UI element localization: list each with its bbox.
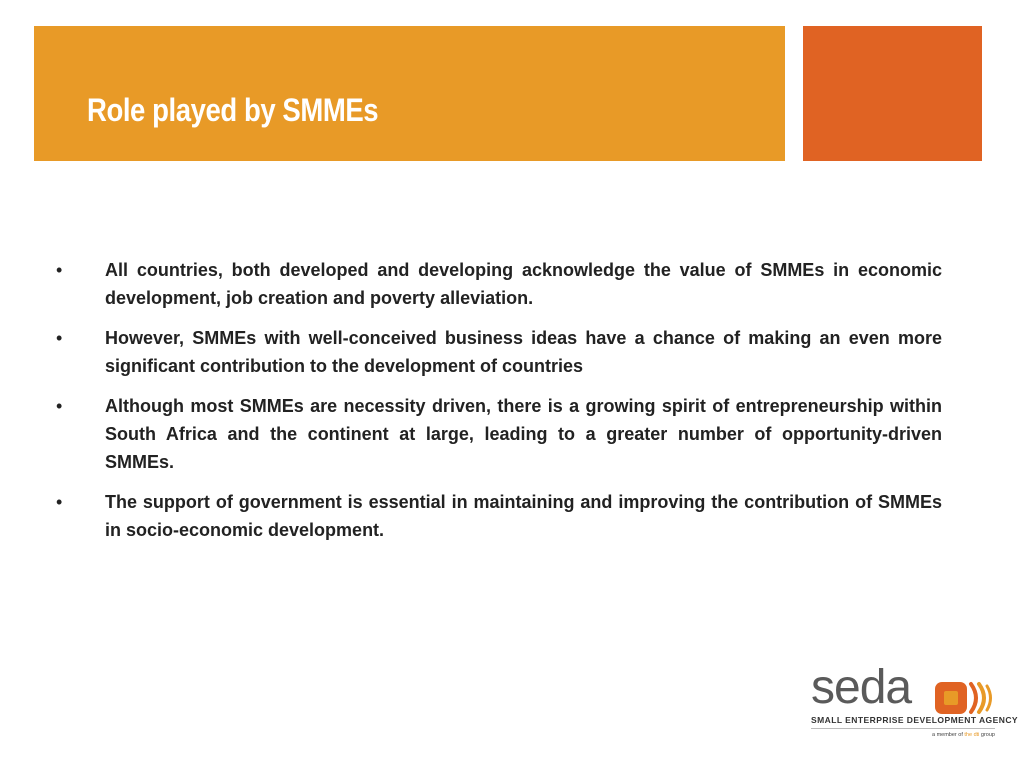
bullet-icon: •: [56, 328, 63, 348]
seda-logo: [811, 661, 1019, 744]
logo-wordmark: seda: [811, 661, 912, 714]
bullet-icon: •: [56, 492, 63, 512]
bullet-text: However, SMMEs with well-conceived business ideas have a chance of making an even more significant contribution to the development of countries: [105, 328, 942, 376]
bullet-icon: •: [56, 260, 63, 280]
logo-divider: [811, 728, 995, 729]
bullet-text: The support of government is essential in maintaining and improving the contribution of SMMEs in socio-economic development.: [105, 492, 942, 540]
bullet-item: [56, 488, 942, 544]
logo-member-line: [932, 732, 995, 738]
title-bar: [34, 26, 785, 161]
member-prefix: a member of: [932, 732, 963, 738]
accent-block: [803, 26, 982, 161]
logo-agency-name: SMALL ENTERPRISE DEVELOPMENT AGENCY: [811, 715, 1019, 725]
bullet-item: [56, 256, 942, 312]
bullet-item: [56, 392, 942, 476]
slide-title: Role played by SMMEs: [87, 92, 379, 128]
member-suffix: group: [980, 732, 995, 738]
bullet-icon: •: [56, 396, 63, 416]
member-group: the dti: [964, 732, 980, 738]
seda-logo-icon: [933, 680, 995, 716]
bullet-text: Although most SMMEs are necessity driven, there is a growing spirit of entrepreneurship within South Africa and the continent at large, leading to a greater number of opportunity-driven SMMEs.: [105, 396, 942, 472]
bullet-list: [56, 256, 942, 556]
bullet-text: All countries, both developed and developing acknowledge the value of SMMEs in economic development, job creation and poverty alleviation.: [105, 260, 942, 308]
bullet-item: [56, 324, 942, 380]
